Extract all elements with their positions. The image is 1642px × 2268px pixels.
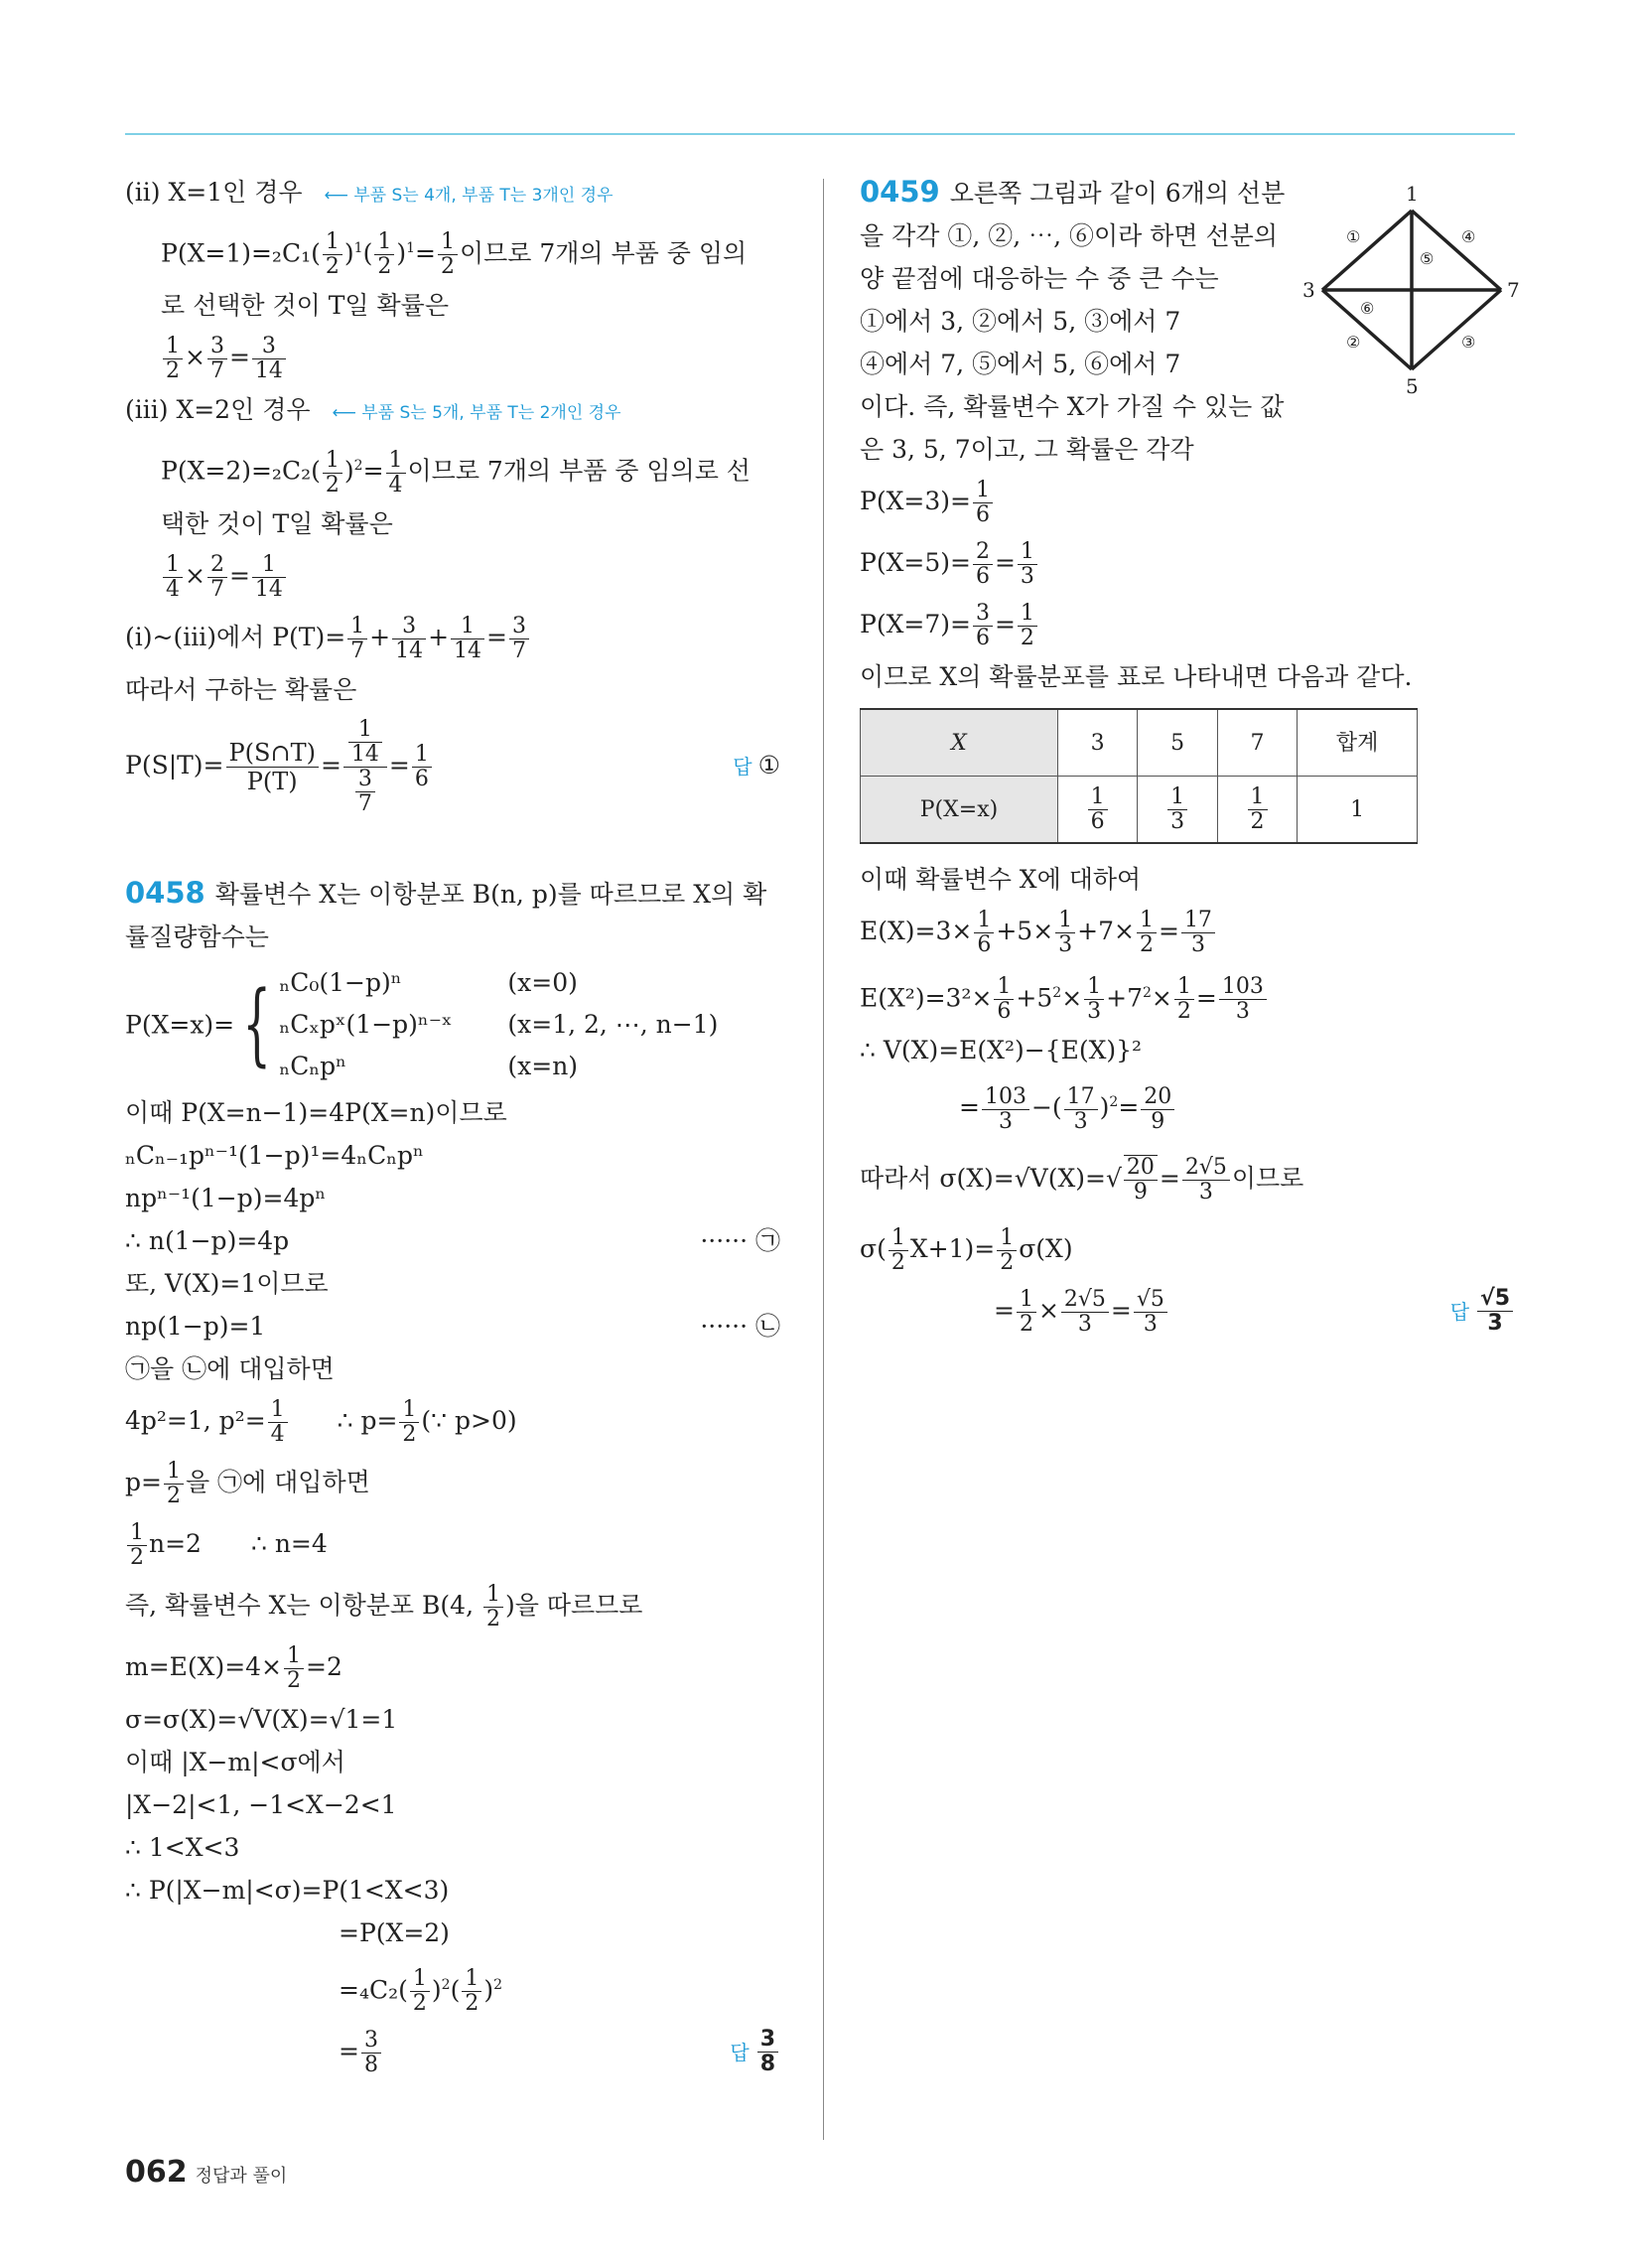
pmf-case2: ₙCₓpˣ(1−p)ⁿ⁻ˣ [279, 1009, 453, 1039]
case3-note [332, 403, 620, 423]
r-line7: 은 3, 5, 7이고, 그 확률은 각각 [860, 435, 1194, 464]
table-row-label: P(X=x) [861, 777, 1058, 844]
answer-1 [733, 711, 780, 821]
expectation-sq-line: E(X²)=3²× $\frac{1}{6}$ $+5^2\times$ $\frac{1}{3}$ $+7^2\times$ $\frac{1}{2}$ = $\frac{103}{3}$ [860, 962, 1515, 1029]
prob-x5: P(X=5)= $\frac{2}{6}$ = $\frac{1}{3}$ [860, 532, 1515, 594]
n-value: ∴ n=4 [250, 1528, 328, 1558]
case2-title: (ii) X=1인 경우 [125, 178, 303, 207]
pmf-definition [125, 962, 780, 1087]
expectation-lhs: E(X)=3× [860, 917, 973, 945]
line-z: = $\frac{3}{8}$ 답 $\frac{3}{8}$ [125, 2021, 780, 2082]
case2-note [324, 186, 613, 206]
r-line9: 이때 확률변수 X에 대하여 [860, 865, 1142, 894]
answer-value: ① [757, 750, 780, 780]
sum-lead: (i)~(iii)에서 P(T)= [125, 622, 346, 651]
answer-2: 답 $\frac{3}{8}$ [730, 2021, 780, 2083]
line-k: 즉, 확률변수 X는 이항분포 B(4, $\frac{1}{2}$ )을 따르므로 [125, 1581, 643, 1631]
top-rule [125, 133, 1515, 135]
label-seg3: ③ [1461, 333, 1476, 352]
expectation-sq-lhs: E(X²)=3²× [860, 983, 993, 1013]
line-c: npⁿ⁻¹(1−p)=4pⁿ [125, 1183, 327, 1212]
stddev-lhs: 따라서 σ(X)=√V(X)= [860, 1163, 1106, 1193]
pmf-case3-range: (x=n) [507, 1051, 579, 1080]
variance-line1: ∴ V(X)=E(X²)−{E(X)}² [860, 1036, 1143, 1065]
variance-eq: = [959, 1092, 980, 1122]
pmf-cases [279, 962, 718, 1087]
case3-title: (iii) X=2인 경우 [125, 395, 311, 425]
line-m: m=E(X)=4× $\frac{1}{2}$ =2 [125, 1642, 342, 1693]
label-seg2: ② [1346, 333, 1361, 352]
segment-3 [1412, 290, 1501, 369]
equals: = [339, 2036, 359, 2065]
answer-label: 답 [730, 2040, 750, 2064]
case2-note-text: 부품 S는 4개, 부품 T는 3개인 경우 [353, 186, 614, 206]
table-cell: $\frac{1}{6}$ [1057, 777, 1137, 844]
binomial-text: 즉, 확률변수 X는 이항분포 B [125, 1590, 441, 1620]
r-line2: 을 각각 ①, ②, ⋯, ⑥이라 하면 선분의 [860, 221, 1278, 250]
r-line6: 이다. 즉, 확률변수 X가 가질 수 있는 값 [860, 392, 1285, 421]
case2-line3: $\frac{1}{2}$ × $\frac{3}{7}$ = $\frac{3}{14}$ [125, 327, 780, 388]
table-cell: 5 [1138, 709, 1217, 777]
page-footer [125, 2155, 287, 2190]
pmf-case3: ₙCₙpⁿ [279, 1051, 346, 1080]
case3-line2: 택한 것이 T일 확률은 [161, 508, 393, 538]
problem-458-line1 [125, 872, 780, 916]
problem-number-458: 0458 [125, 875, 205, 910]
times-sign: × [185, 343, 205, 372]
n-eq: n=2 [149, 1528, 202, 1558]
label-seg6: ⑥ [1360, 299, 1375, 318]
equation-mark-2: ······ ㉡ [700, 1311, 780, 1341]
case3-prob-lhs: P(X=2)=₂C₂ [161, 456, 312, 486]
line-h: 4p²=1, p²= $\frac{1}{4}$ ∴ p= $\frac{1}{2}$ (∵ p>0) [125, 1396, 517, 1447]
case3-heading [125, 388, 780, 435]
r-line3: 양 끝점에 대응하는 수 중 큰 수는 [860, 264, 1219, 293]
line-e: 또, V(X)=1이므로 [125, 1268, 329, 1298]
arrow-left-icon: ⟵ [324, 186, 348, 206]
eq-2: np(1−p)=1 [125, 1311, 266, 1341]
p-condition: (∵ p>0) [421, 1405, 517, 1435]
equation-mark-1: ······ ㉠ [700, 1225, 780, 1255]
page-number: 062 [125, 2155, 188, 2190]
table-cell: $\frac{1}{3}$ [1138, 777, 1217, 844]
label-seg5: ⑤ [1420, 249, 1435, 268]
table-row [861, 777, 1418, 844]
expectation-line: E(X)=3× $\frac{1}{6}$ +5× $\frac{1}{3}$ +7× $\frac{1}{2}$ = $\frac{17}{3}$ [860, 901, 1515, 962]
label-seg4: ④ [1461, 227, 1476, 246]
case3-note-text: 부품 S는 5개, 부품 T는 2개인 경우 [361, 403, 621, 424]
combination: =₄C₂ [339, 1974, 399, 2004]
case3-prob-text: 이므로 7개의 부품 중 임의로 선 [407, 456, 751, 486]
transform-line2: = $\frac{1}{2}$ × $\frac{2√5}{3}$ = $\frac{√5}{3}$ 답 $\frac{√5}{3}$ [860, 1280, 1515, 1342]
r-line8: 이므로 X의 확률분포를 표로 나타내면 다음과 같다. [860, 662, 1413, 691]
mean-result: =2 [306, 1651, 342, 1681]
line-s: σ=σ(X)=√V(X)=√1=1 [125, 1704, 398, 1734]
table-row [861, 709, 1418, 777]
sum-line: (i)~(iii)에서 P(T)= $\frac{1}{7}$ + $\frac{3}{14}$ + $\frac{1}{14}$ = $\frac{3}{7}$ [125, 607, 780, 668]
p-squared: 4p²=1, p²= [125, 1405, 266, 1435]
r-line5: ④에서 7, ⑤에서 5, ⑥에서 7 [860, 350, 1181, 378]
line-i: p= $\frac{1}{2}$ 을 ㉠에 대입하면 [125, 1458, 370, 1508]
sigma-x: σ(X) [1019, 1233, 1073, 1263]
left-column [125, 171, 780, 2082]
case2-prob-lhs: P(X=1)=₂C₁ [161, 238, 312, 268]
problem-458-line2: 률질량함수는 [125, 921, 269, 951]
stddev-follow: 이므로 [1231, 1163, 1304, 1193]
problem-number-459: 0459 [860, 175, 940, 209]
vertex-left: 3 [1302, 278, 1315, 302]
pmf-case2-range: (x=1, 2, ⋯, n−1) [507, 1009, 719, 1039]
variance-line2: = $\frac{103}{3}$ −( $\frac{17}{3}$ )$^2$= $\frac{20}{9}$ [860, 1071, 1515, 1138]
vertex-right: 7 [1507, 278, 1520, 302]
arrow-left-icon: ⟵ [332, 403, 356, 424]
substitute-text: 을 ㉠에 대입하면 [185, 1467, 370, 1496]
sigma: σ [860, 1233, 878, 1263]
pmf-case1-range: (x=0) [507, 967, 578, 997]
prob-x7: P(X=7)= $\frac{3}{6}$ = $\frac{1}{2}$ [860, 594, 1515, 655]
line-v: ∴ 1<X<3 [125, 1832, 240, 1862]
prob-x3-lhs: P(X=3)= [860, 487, 971, 515]
case2-line1: P(X=1)=₂C₁( $\frac{1}{2}$ )$^1$( $\frac{1}{2}$ )$^1$= $\frac{1}{2}$ 이므로 7개의 부품 중 임의 [161, 229, 748, 280]
conditional-prob-line: P(S|T)= $\frac{P(S\cap T)}{P(T)}$ = $\frac{\frac{1}{14}}{\frac{3}{7}}$ = $\frac{1}{6}$ 답 ① [125, 711, 780, 820]
answer-3: 답 $\frac{√5}{3}$ [1450, 1280, 1515, 1343]
prob-x5-lhs: P(X=5)= [860, 548, 971, 577]
p-eq: p= [125, 1467, 162, 1496]
prob-x7-lhs: P(X=7)= [860, 610, 971, 638]
case2-prob-text: 이므로 7개의 부품 중 임의 [459, 238, 748, 268]
stddev-line: 따라서 σ(X)=√V(X)=√ $\frac{20}{9}$ = $\frac{2√5}{3}$ 이므로 [860, 1154, 1304, 1205]
p-value: ∴ p= [337, 1405, 398, 1435]
equals: = [974, 1233, 996, 1263]
cond-lhs: P(S|T)= [125, 750, 224, 780]
line-d [125, 1219, 780, 1262]
line-x: =P(X=2) [339, 1917, 450, 1947]
case3-line3: $\frac{1}{4}$ × $\frac{2}{7}$ = $\frac{1}{14}$ [125, 545, 780, 607]
pmf-case1: ₙC₀(1−p)ⁿ [279, 967, 402, 997]
binomial-follow: 을 따르므로 [514, 1590, 643, 1620]
prob-x3: P(X=3)= $\frac{1}{6}$ [860, 471, 1515, 532]
mean-calc: m=E(X)=4× [125, 1651, 283, 1681]
line-j: $\frac{1}{2}$ n=2 ∴ n=4 [125, 1513, 780, 1575]
transform-line1: σ( $\frac{1}{2}$ X+1)= $\frac{1}{2}$ σ(X) [860, 1224, 1073, 1275]
line-u: |X−2|<1, −1<X−2<1 [125, 1789, 397, 1819]
case2-line2: 로 선택한 것이 T일 확률은 [161, 291, 449, 321]
vertex-top: 1 [1406, 182, 1419, 206]
p458-text1: 확률변수 X는 이항분포 B(n, p)를 따르므로 X의 확 [214, 879, 767, 909]
line-t: 이때 |X−m|<σ에서 [125, 1747, 345, 1776]
therefore-line: 따라서 구하는 확률은 [125, 674, 357, 704]
segment-diagram [1302, 181, 1521, 399]
column-divider [823, 179, 824, 2140]
table-total: 1 [1298, 777, 1418, 844]
vertex-bottom: 5 [1406, 374, 1419, 398]
answer-label: 답 [1449, 1299, 1470, 1324]
case3-line1: P(X=2)=₂C₂( $\frac{1}{2}$ )$^2$= $\frac{1}{4}$ 이므로 7개의 부품 중 임의로 선 [161, 447, 751, 497]
equals: = [994, 1295, 1015, 1325]
line-b: ₙCₙ₋₁pⁿ⁻¹(1−p)¹=4ₙCₙpⁿ [125, 1140, 424, 1170]
cond-numerator: P(S∩T) [226, 739, 319, 768]
label-seg1: ① [1346, 227, 1361, 246]
brace-icon: { [242, 971, 272, 1076]
line-y: =₄C₂( $\frac{1}{2}$ )$^2$( $\frac{1}{2}$ )$^2$ [339, 1965, 503, 2016]
eq-1: ∴ n(1−p)=4p [125, 1225, 290, 1255]
table-cell: $\frac{1}{2}$ [1217, 777, 1297, 844]
distribution-table [860, 708, 1418, 844]
table-header-x: X [861, 709, 1058, 777]
section-title: 정답과 풀이 [195, 2166, 288, 2187]
r-line4: ①에서 3, ②에서 5, ③에서 7 [860, 307, 1181, 336]
line-f [125, 1305, 780, 1347]
pmf-lhs: P(X=x)= [125, 1010, 235, 1040]
cond-denominator: P(T) [246, 767, 298, 795]
answer-label: 답 [733, 754, 753, 779]
table-cell: 7 [1217, 709, 1297, 777]
table-header-total: 합계 [1298, 709, 1418, 777]
table-cell: 3 [1057, 709, 1137, 777]
line-w: ∴ P(|X−m|<σ)=P(1<X<3) [125, 1875, 450, 1905]
p459-text1: 오른쪽 그림과 같이 6개의 선분 [949, 179, 1286, 208]
line-g: ㉠을 ㉡에 대입하면 [125, 1353, 335, 1383]
line-a: 이때 P(X=n−1)=4P(X=n)이므로 [125, 1097, 507, 1127]
case2-heading [125, 171, 780, 217]
segment-1 [1322, 211, 1412, 290]
